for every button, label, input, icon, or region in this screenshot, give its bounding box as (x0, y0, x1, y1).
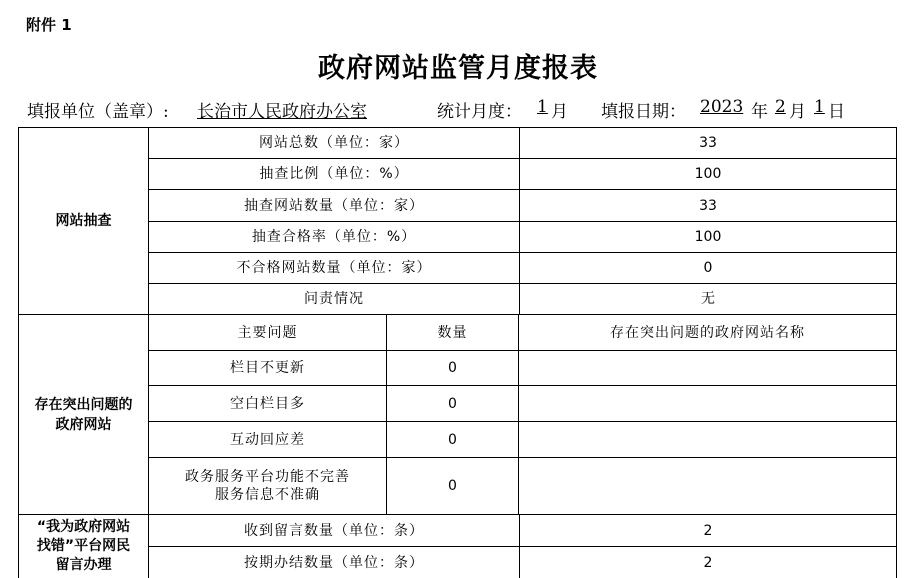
section-title-website-check: 网站抽查 (55, 213, 112, 229)
issue-empty-columns: 空白栏目多 (230, 395, 305, 412)
unit-value: 长治市人民政府办公室 (197, 102, 367, 122)
section-title-problem-sites (19, 315, 148, 514)
row-value-accountability: 无 (701, 291, 715, 307)
col-header-issue: 主要问题 (237, 324, 298, 341)
count-empty-columns: 0 (448, 395, 457, 412)
date-label: 填报日期： (601, 102, 686, 122)
row-value-messages-received: 2 (703, 522, 713, 539)
month-value: 1 (537, 97, 548, 117)
col-header-count: 数量 (437, 324, 468, 341)
section3-title-line2: 找错”平台网民 (36, 538, 131, 554)
issue-not-updated: 栏目不更新 (230, 360, 305, 376)
row-value-check-ratio: 100 (694, 166, 722, 182)
attachment-label: 附件 1 (26, 16, 72, 34)
issue-service-platform-line1: 政务服务平台功能不完善 (185, 469, 350, 485)
row-label-messages-closed: 按期办结数量（单位：条） (244, 554, 424, 571)
row-label-messages-received: 收到留言数量（单位：条） (244, 522, 424, 539)
row-value-total-sites: 33 (699, 135, 717, 151)
row-label-pass-rate: 抽查合格率（单位：%） (251, 229, 417, 245)
names-poor-interaction (519, 422, 896, 457)
issue-service-platform-line2: 服务信息不准确 (215, 487, 320, 503)
issue-service-platform (149, 458, 386, 514)
fill-info-row (27, 97, 907, 123)
row-value-checked-count: 33 (699, 197, 717, 214)
row-value-fail-count: 0 (703, 260, 713, 276)
report-day-value: 1 (814, 97, 825, 117)
month-suffix: 月 (551, 102, 568, 122)
row-label-total-sites: 网站总数（单位：家） (259, 135, 409, 151)
unit-label: 填报单位（盖章）: (27, 102, 169, 122)
names-service-platform (519, 458, 896, 514)
row-value-pass-rate: 100 (694, 229, 722, 245)
row-value-messages-closed: 2 (703, 554, 713, 571)
section3-title-line1: “我为政府网站 (36, 519, 131, 535)
count-poor-interaction: 0 (448, 431, 457, 448)
section-title-line1: 存在突出问题的 (34, 396, 133, 413)
month-label: 统计月度： (437, 102, 522, 122)
row-label-accountability: 问责情况 (304, 291, 364, 307)
names-not-updated (519, 351, 896, 385)
report-day-suffix: 日 (828, 102, 845, 122)
report-month-value: 2 (775, 97, 786, 117)
issue-poor-interaction: 互动回应差 (230, 431, 305, 448)
year-suffix: 年 (751, 102, 768, 122)
col-header-site-names: 存在突出问题的政府网站名称 (610, 324, 805, 341)
count-not-updated: 0 (448, 360, 457, 376)
year-value: 2023 (700, 97, 744, 117)
row-label-check-ratio: 抽查比例（单位：%） (259, 166, 409, 182)
page-title: 政府网站监管月度报表 (318, 53, 598, 84)
count-service-platform: 0 (448, 478, 457, 494)
section3-title-line3: 留言办理 (55, 557, 112, 573)
names-empty-columns (519, 386, 896, 421)
section-title-error-report (19, 515, 148, 578)
section-title-line2: 政府网站 (55, 416, 112, 433)
row-label-checked-count: 抽查网站数量（单位：家） (244, 197, 424, 214)
report-month-suffix: 月 (789, 102, 806, 122)
row-label-fail-count: 不合格网站数量（单位：家） (236, 260, 432, 276)
